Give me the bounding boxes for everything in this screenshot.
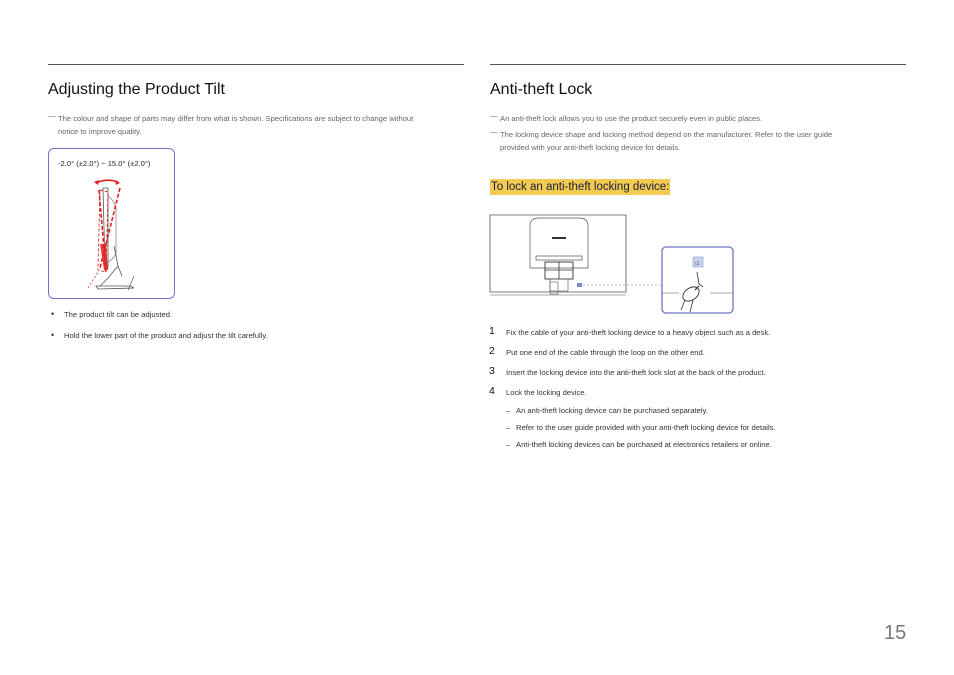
step-number: 3 bbox=[489, 365, 495, 377]
step-number: 1 bbox=[489, 325, 495, 337]
tilt-illustration-box bbox=[48, 148, 175, 299]
tilt-note bbox=[48, 111, 468, 138]
tilt-note-line-1: The colour and shape of parts may differ from what is shown. Specifications are subject to change without bbox=[58, 114, 414, 123]
step-number: 2 bbox=[489, 345, 495, 357]
antitheft-note-2-line-1: The locking device shape and locking method depend on the manufacturer. Refer to the user guide bbox=[500, 130, 833, 139]
tilt-illustration bbox=[48, 148, 175, 299]
tilt-range-label: -2.0° (±2.0°) ~ 15.0° (±2.0°) bbox=[58, 159, 151, 168]
section-title-antitheft: Anti-theft Lock bbox=[490, 81, 593, 98]
step-4 bbox=[489, 386, 869, 406]
note-marker: — bbox=[48, 111, 56, 120]
sub-note-1: – An anti-theft locking device can be purchased separately. bbox=[506, 404, 776, 421]
note-marker: — bbox=[490, 111, 498, 120]
left-top-rule bbox=[48, 64, 464, 65]
antitheft-note-2-line-2: provided with your anti-theft locking device for details. bbox=[500, 143, 681, 152]
section-title-tilt: Adjusting the Product Tilt bbox=[48, 81, 225, 98]
step-2 bbox=[489, 346, 869, 366]
step-text: Insert the locking device into the anti-theft lock slot at the back of the product. bbox=[506, 368, 766, 377]
tilt-bullet-list bbox=[50, 308, 450, 349]
right-top-rule bbox=[490, 64, 906, 65]
svg-text:⊡: ⊡ bbox=[695, 261, 700, 267]
antitheft-note-1-text: An anti-theft lock allows you to use the product securely even in public places. bbox=[500, 114, 763, 123]
page-number: 15 bbox=[884, 622, 907, 644]
step-1 bbox=[489, 326, 869, 346]
sub-note-3: – Anti-theft locking devices can be purchased at electronics retailers or online. bbox=[506, 438, 776, 455]
antitheft-illustration bbox=[489, 214, 739, 314]
tilt-bullet-2: • Hold the lower part of the product and adjust the tilt carefully. bbox=[50, 329, 450, 350]
lock-sub-notes bbox=[506, 404, 776, 455]
note-marker: — bbox=[490, 127, 498, 136]
step-text: Put one end of the cable through the loop on the other end. bbox=[506, 348, 705, 357]
tilt-note-line-2: notice to improve quality. bbox=[58, 127, 142, 136]
lock-subheading: To lock an anti-theft locking device: bbox=[491, 181, 670, 193]
tilt-bullet-1: • The product tilt can be adjusted. bbox=[50, 308, 450, 329]
antitheft-note-2 bbox=[490, 127, 900, 154]
lock-steps bbox=[489, 326, 869, 406]
sub-note-2: – Refer to the user guide provided with your anti-theft locking device for details. bbox=[506, 421, 776, 438]
step-3 bbox=[489, 366, 869, 386]
step-text: Fix the cable of your anti-theft locking device to a heavy object such as a desk. bbox=[506, 328, 771, 337]
antitheft-note-1 bbox=[490, 111, 900, 125]
step-number: 4 bbox=[489, 385, 495, 397]
step-text: Lock the locking device. bbox=[506, 388, 587, 397]
